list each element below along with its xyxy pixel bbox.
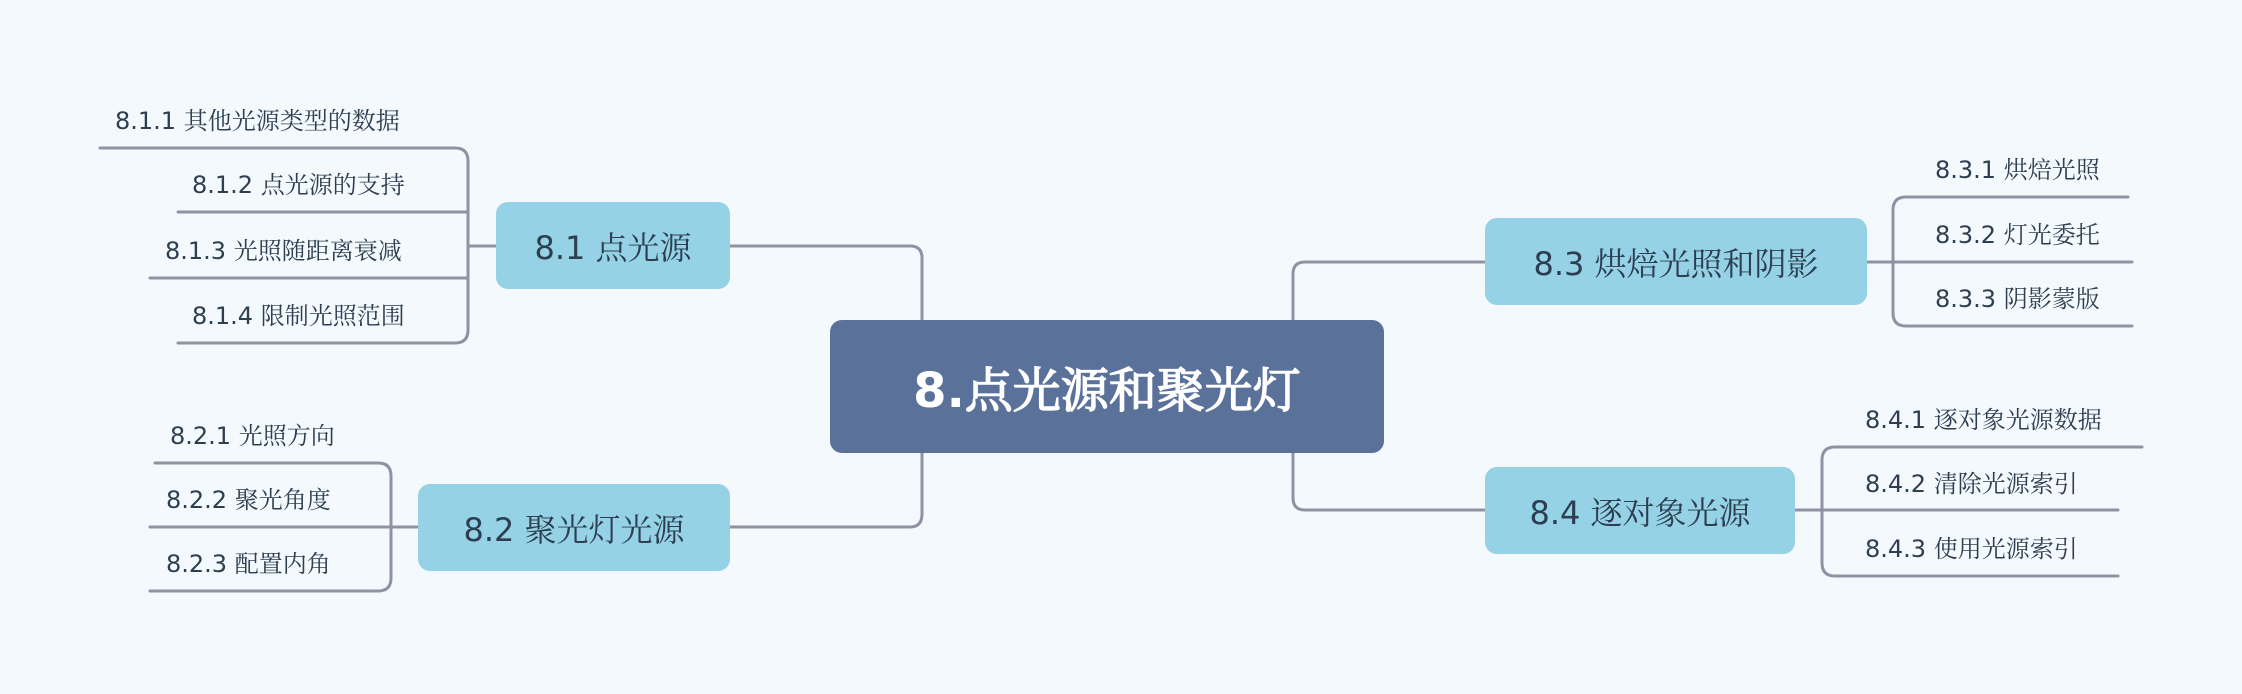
leaf-8-1-4[interactable]: 8.1.4 限制光照范围	[192, 302, 405, 330]
leaf-8-4-3[interactable]: 8.4.3 使用光源索引	[1865, 535, 2078, 563]
branch-8-3[interactable]	[1485, 218, 1867, 305]
leaf-8-3-3[interactable]: 8.3.3 阴影蒙版	[1935, 285, 2100, 313]
branch-8-2-label: 8.2 聚光灯光源	[463, 510, 685, 549]
root-topic[interactable]	[830, 320, 1384, 453]
leaf-8-3-1[interactable]: 8.3.1 烘焙光照	[1935, 156, 2100, 184]
connector-root-8-2	[730, 453, 922, 527]
branch-8-1[interactable]	[496, 202, 730, 289]
branch-8-3-label: 8.3 烘焙光照和阴影	[1533, 244, 1819, 283]
leaf-8-2-3[interactable]: 8.2.3 配置内角	[166, 550, 331, 578]
branch-8-2[interactable]	[418, 484, 730, 571]
connector-root-8-4	[1293, 453, 1485, 510]
leaf-8-4-2[interactable]: 8.4.2 清除光源索引	[1865, 470, 2078, 498]
root-topic-label: 8.点光源和聚光灯	[913, 363, 1301, 419]
leaf-8-1-1[interactable]: 8.1.1 其他光源类型的数据	[115, 107, 400, 135]
leaf-8-2-2[interactable]: 8.2.2 聚光角度	[166, 486, 331, 514]
leaf-8-2-1[interactable]: 8.2.1 光照方向	[170, 422, 335, 450]
leaf-8-1-3[interactable]: 8.1.3 光照随距离衰减	[165, 237, 402, 265]
branch-8-4[interactable]	[1485, 467, 1795, 554]
branch-8-4-label: 8.4 逐对象光源	[1529, 493, 1751, 532]
leaf-8-4-1[interactable]: 8.4.1 逐对象光源数据	[1865, 406, 2102, 434]
branch-8-1-label: 8.1 点光源	[534, 228, 692, 267]
leaf-8-3-2[interactable]: 8.3.2 灯光委托	[1935, 221, 2100, 249]
connector-root-8-1	[730, 246, 922, 320]
connector-root-8-3	[1293, 262, 1485, 320]
leaf-8-1-2[interactable]: 8.1.2 点光源的支持	[192, 171, 405, 199]
